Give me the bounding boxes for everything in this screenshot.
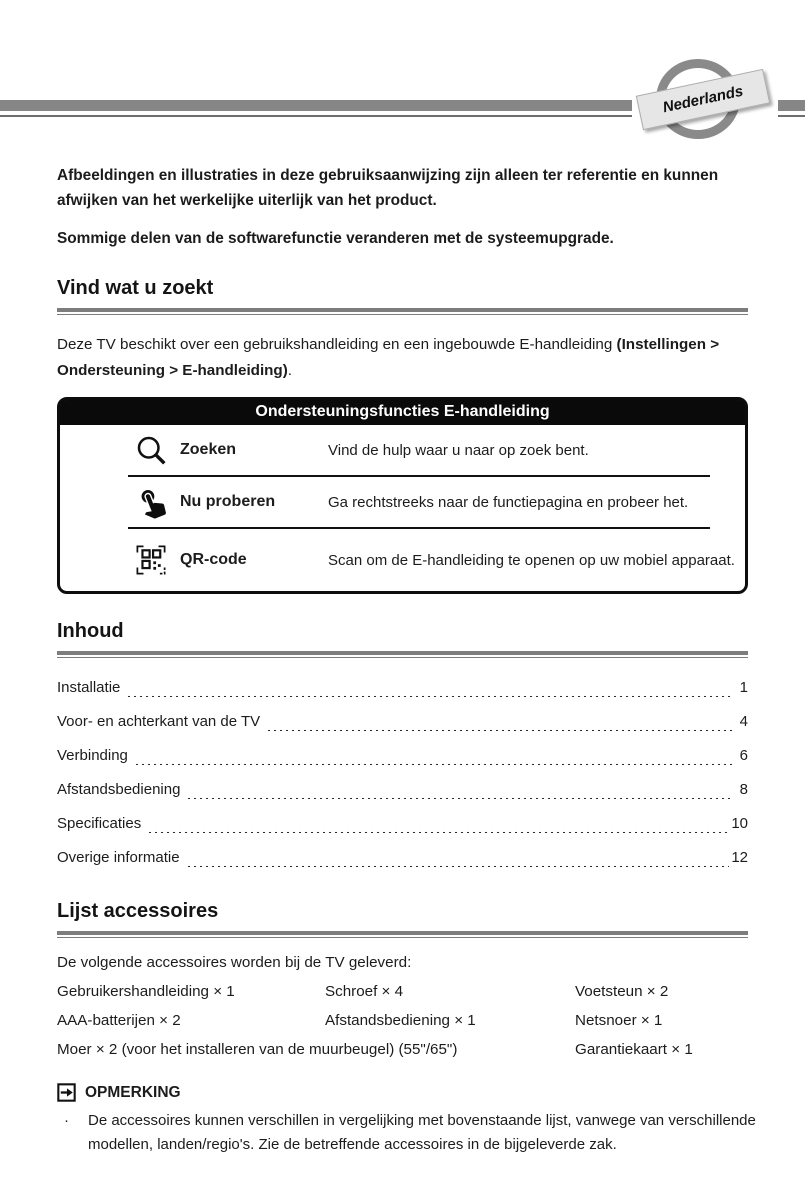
support-table-header: Ondersteuningsfuncties E-handleiding xyxy=(60,400,745,425)
toc-item-page: 10 xyxy=(731,814,748,832)
toc-dot-leader xyxy=(147,819,729,833)
toc-item xyxy=(57,704,748,738)
accessory-item: Gebruikershandleiding × 1 xyxy=(57,983,235,1000)
table-of-contents xyxy=(57,670,748,874)
language-badge-label: Nederlands xyxy=(661,82,745,117)
contents-heading: Inhoud xyxy=(57,620,124,642)
toc-dot-leader xyxy=(266,717,732,731)
toc-item xyxy=(57,840,748,874)
accessory-item: AAA-batterijen × 2 xyxy=(57,1012,181,1029)
support-row-description: Vind de hulp waar u naar op zoek bent. xyxy=(328,441,589,459)
support-table xyxy=(57,397,748,594)
toc-item-title: Overige informatie xyxy=(57,848,180,866)
support-row-search xyxy=(60,425,745,475)
language-badge xyxy=(632,56,778,150)
note-block xyxy=(57,1083,756,1157)
toc-dot-leader xyxy=(186,785,732,799)
heading-rule xyxy=(57,931,748,938)
support-row-label: QR-code xyxy=(180,551,247,568)
intro-paragraph-1: Afbeeldingen en illustraties in deze gebruiksaanwijzing zijn alleen ter referentie en kunnen afwijken van het werkelijke uiterlijk van het product. xyxy=(57,167,719,209)
accessory-item: Moer × 2 (voor het installeren van de muurbeugel) (55"/65") xyxy=(57,1041,458,1058)
toc-item-title: Afstandsbediening xyxy=(57,780,181,798)
note-bullet: · xyxy=(64,1112,69,1129)
accessory-item: Afstandsbediening × 1 xyxy=(325,1012,476,1029)
support-row-description: Scan om de E-handleiding te openen op uw mobiel apparaat. xyxy=(328,551,735,569)
section-contents xyxy=(57,620,748,874)
toc-item-title: Verbinding xyxy=(57,746,128,764)
search-icon xyxy=(128,434,174,466)
find-body-menu-path: (Instellingen > Ondersteuning > E-handleiding) xyxy=(57,336,720,379)
toc-dot-leader xyxy=(134,751,732,765)
toc-item-page: 8 xyxy=(739,780,748,798)
find-heading: Vind wat u zoekt xyxy=(57,277,214,299)
note-label: OPMERKING xyxy=(85,1083,181,1101)
note-text: · De accessoires kunnen verschillen in vergelijking met bovenstaande lijst, vanwege van verschillende modellen, landen/regio's. Zie de betreffende accessoires in de bijgeleverde zak. xyxy=(57,1109,771,1157)
note-icon xyxy=(57,1083,76,1102)
support-row-label: Zoeken xyxy=(180,441,237,458)
page-content xyxy=(57,163,756,1157)
heading-rule xyxy=(57,651,748,658)
toc-item xyxy=(57,772,748,806)
accessory-item: Voetsteun × 2 xyxy=(575,983,669,1000)
find-body xyxy=(57,332,748,384)
heading-rule xyxy=(57,308,748,315)
toc-item xyxy=(57,806,748,840)
toc-item-title: Installatie xyxy=(57,678,121,696)
support-row-try-now xyxy=(60,477,745,527)
section-find xyxy=(57,277,748,594)
toc-item-page: 6 xyxy=(739,746,748,764)
accessory-item: Schroef × 4 xyxy=(325,983,404,1000)
toc-item-page: 12 xyxy=(731,848,748,866)
accessory-item: Netsnoer × 1 xyxy=(575,1012,663,1029)
toc-item-page: 4 xyxy=(739,712,748,730)
tap-hand-icon xyxy=(128,485,174,519)
toc-item xyxy=(57,670,748,704)
toc-item-title: Voor- en achterkant van de TV xyxy=(57,712,261,730)
intro-paragraph-2: Sommige delen van de softwarefunctie veranderen met de systeemupgrade. xyxy=(57,230,614,247)
toc-dot-leader xyxy=(186,853,730,867)
note-header xyxy=(57,1083,748,1102)
qr-code-icon xyxy=(128,545,174,575)
section-accessories xyxy=(57,900,748,1059)
accessories-grid xyxy=(57,983,748,1059)
toc-item-page: 1 xyxy=(739,678,748,696)
support-row-description: Ga rechtstreeks naar de functiepagina en probeer het. xyxy=(328,493,689,511)
accessory-item: Garantiekaart × 1 xyxy=(575,1041,693,1058)
accessories-intro: De volgende accessoires worden bij de TV geleverd: xyxy=(57,954,412,971)
support-row-qr-code xyxy=(60,529,745,591)
find-body-regular: Deze TV beschikt over een gebruikshandleiding en een ingebouwde E-handleiding xyxy=(57,336,613,353)
toc-item xyxy=(57,738,748,772)
find-body-tail: . xyxy=(287,362,293,379)
support-row-label: Nu proberen xyxy=(180,493,276,510)
toc-item-title: Specificaties xyxy=(57,814,142,832)
toc-dot-leader xyxy=(126,683,732,697)
accessories-heading: Lijst accessoires xyxy=(57,900,219,922)
